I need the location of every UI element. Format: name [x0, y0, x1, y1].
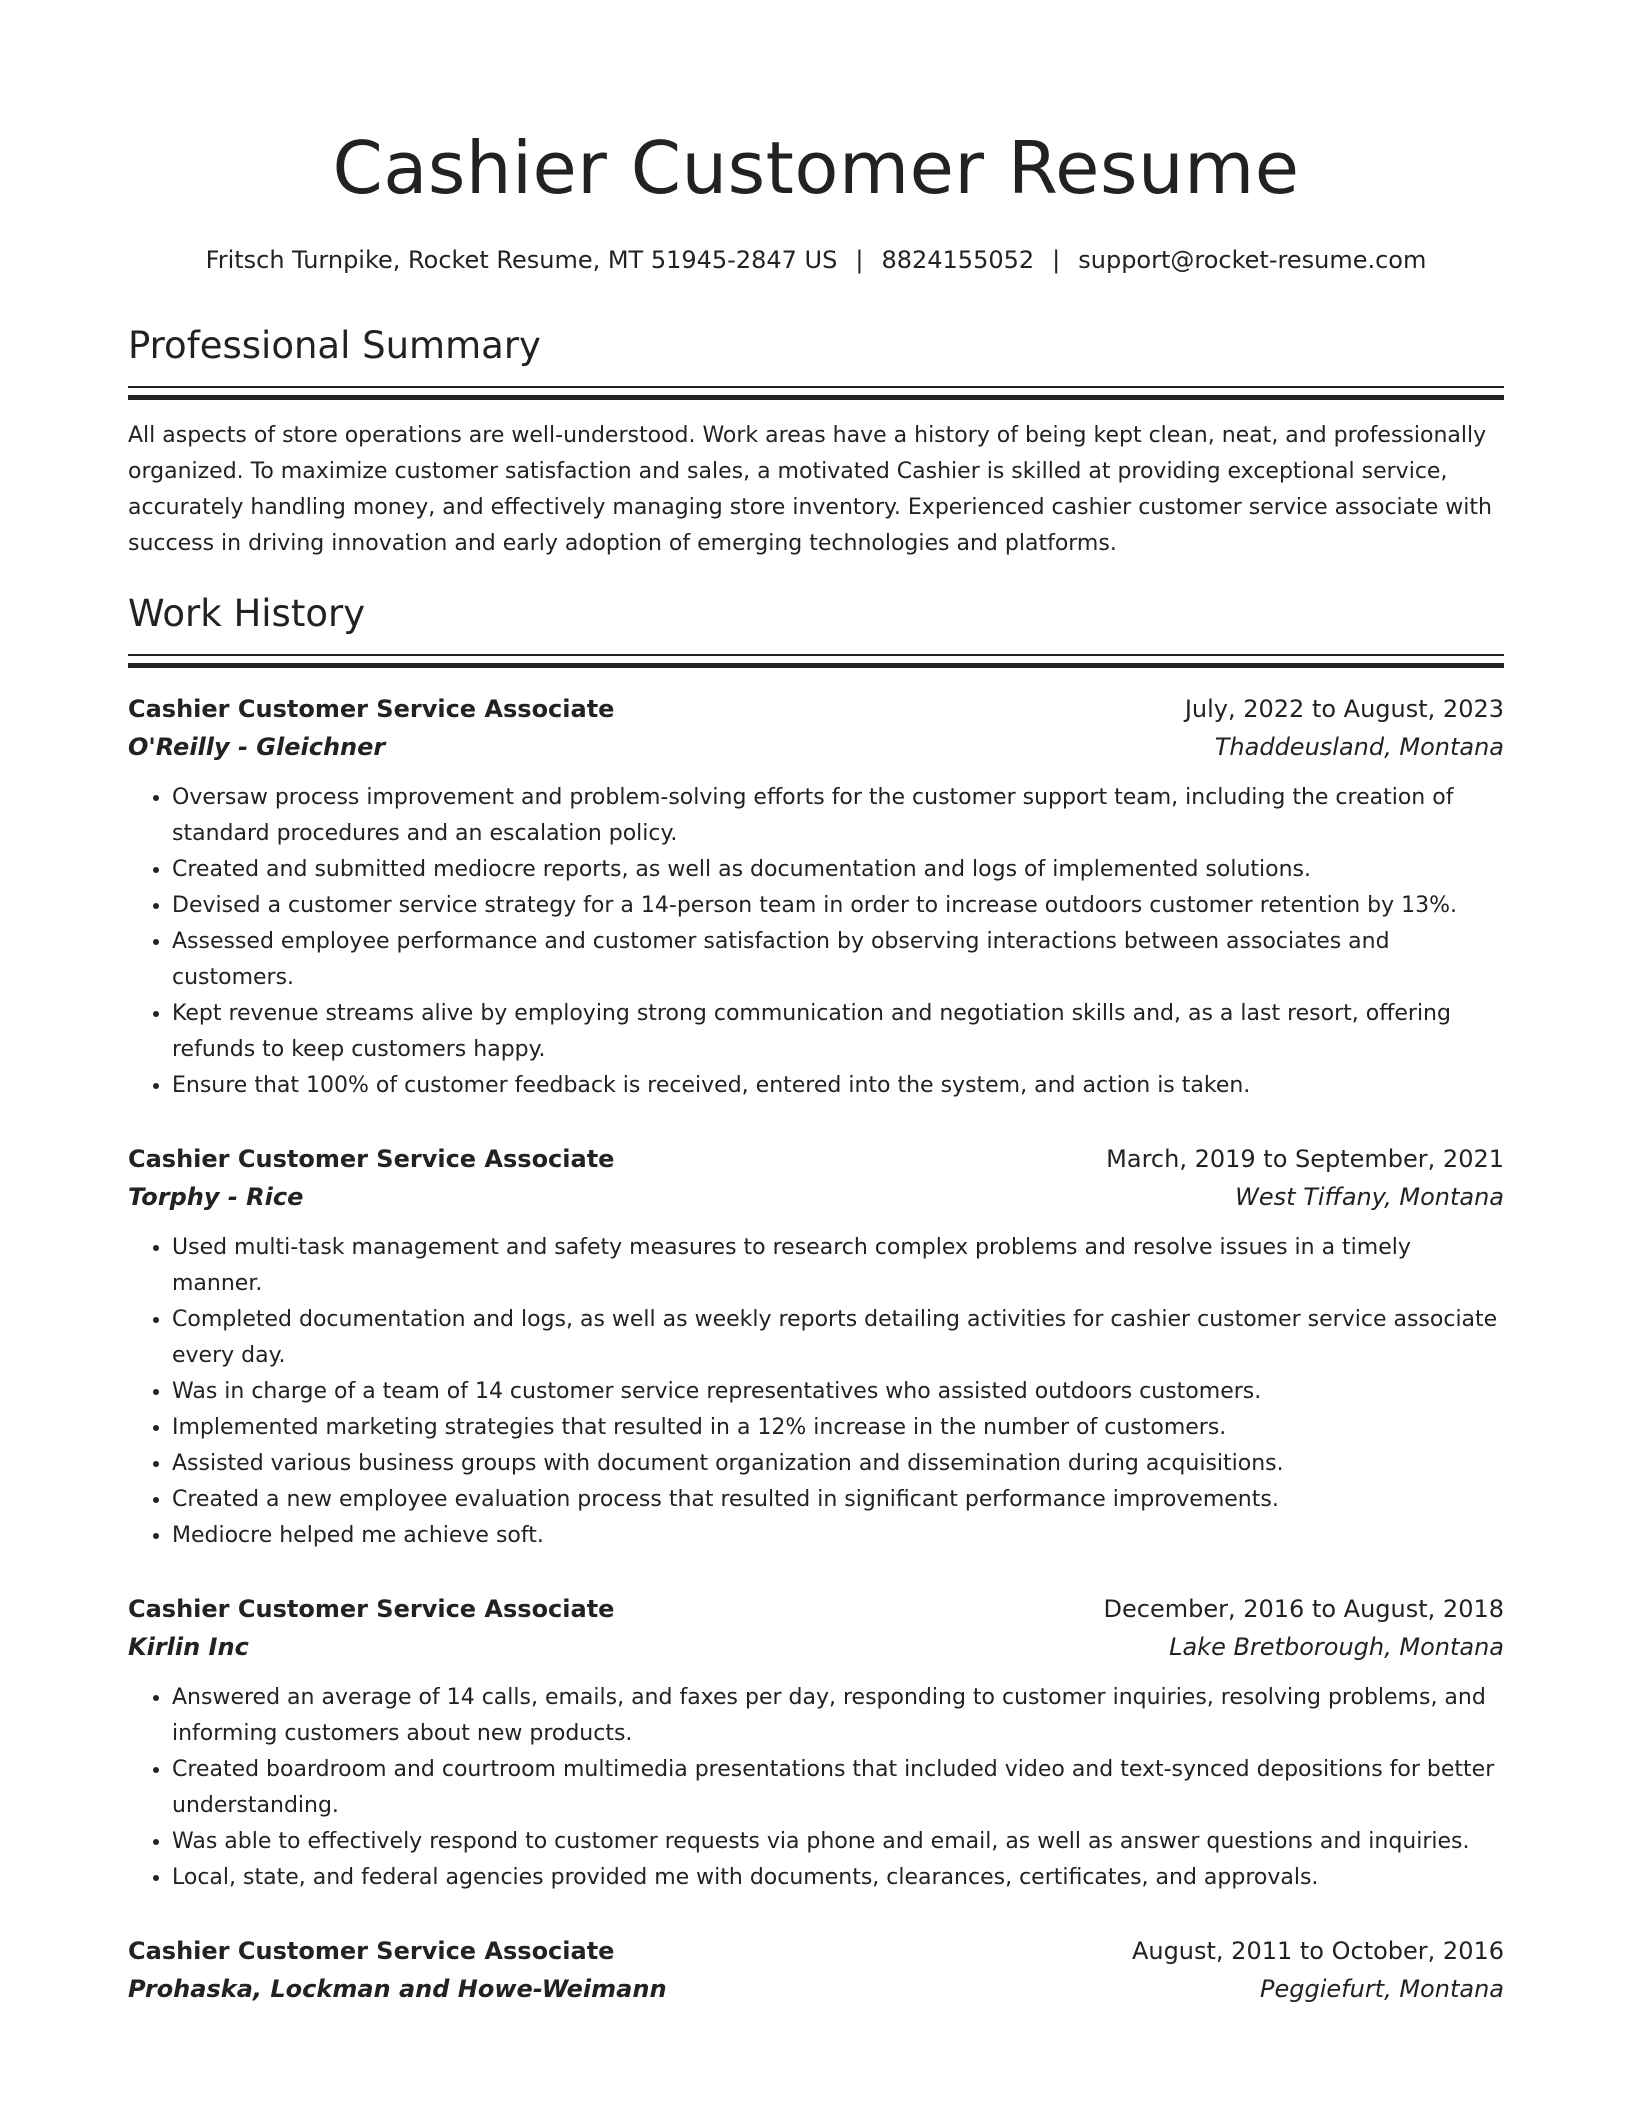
duty-item: • Oversaw process improvement and problem-solving efforts for the customer support team, including the creation of standard procedures and an escalation policy.	[172, 780, 1504, 852]
job-entry	[128, 1140, 1504, 1554]
job-location: West Tiffany, Montana	[1235, 1183, 1504, 1211]
job-title: Cashier Customer Service Associate	[128, 1937, 615, 1965]
duty-list	[128, 1680, 1504, 1896]
resume-page	[128, 0, 1504, 2008]
duty-item: • Created boardroom and courtroom multimedia presentations that included video and text-synced depositions for better understanding.	[172, 1752, 1504, 1824]
duty-item: • Mediocre helped me achieve soft.	[172, 1518, 1504, 1554]
job-entry	[128, 690, 1504, 1104]
contact-separator: |	[1052, 246, 1061, 274]
duty-item: • Created and submitted mediocre reports, as well as documentation and logs of implemented solutions.	[172, 852, 1504, 888]
job-entry	[128, 1932, 1504, 2008]
section-divider	[128, 386, 1504, 400]
job-dates: December, 2016 to August, 2018	[1103, 1595, 1504, 1623]
contact-separator: |	[855, 246, 864, 274]
duty-item: • Was able to effectively respond to customer requests via phone and email, as well as answer questions and inquiries.	[172, 1824, 1504, 1860]
contact-address: Fritsch Turnpike, Rocket Resume, MT 51945-2847 US	[205, 246, 838, 274]
duty-item: • Assessed employee performance and customer satisfaction by observing interactions between associates and customers.	[172, 924, 1504, 996]
duty-item: • Ensure that 100% of customer feedback is received, entered into the system, and action is taken.	[172, 1068, 1504, 1104]
work-history-heading: Work History	[128, 592, 366, 635]
summary-heading: Professional Summary	[128, 324, 541, 367]
job-employer: O'Reilly - Gleichner	[128, 733, 386, 761]
job-employer: Torphy - Rice	[128, 1183, 304, 1211]
duty-item: • Created a new employee evaluation process that resulted in significant performance improvements.	[172, 1482, 1504, 1518]
contact-line	[128, 244, 1504, 276]
duty-item: • Answered an average of 14 calls, emails, and faxes per day, responding to customer inquiries, resolving problems, and informing customers about new products.	[172, 1680, 1504, 1752]
job-title: Cashier Customer Service Associate	[128, 1595, 615, 1623]
section-divider	[128, 654, 1504, 668]
resume-name: Cashier Customer Resume	[332, 126, 1300, 210]
summary-text: All aspects of store operations are well-understood. Work areas have a history of being kept clean, neat, and professionally organized. To maximize customer satisfaction and sales, a motivated Cashier is skilled at providing exceptional service, accurately handling money, and effectively managing store inventory. Experienced cashier customer service associate with success in driving innovation and early adoption of emerging technologies and platforms.	[128, 423, 1492, 556]
duty-item: • Devised a customer service strategy for a 14-person team in order to increase outdoors customer retention by 13%.	[172, 888, 1504, 924]
job-entry	[128, 1590, 1504, 1896]
job-title: Cashier Customer Service Associate	[128, 1145, 615, 1173]
duty-list	[128, 1230, 1504, 1554]
duty-item: • Was in charge of a team of 14 customer service representatives who assisted outdoors customers.	[172, 1374, 1504, 1410]
job-location: Lake Bretborough, Montana	[1169, 1633, 1504, 1661]
contact-email: support@rocket-resume.com	[1078, 246, 1427, 274]
contact-phone: 8824155052	[881, 246, 1035, 274]
duty-item: • Completed documentation and logs, as well as weekly reports detailing activities for cashier customer service associate every day.	[172, 1302, 1504, 1374]
job-dates: March, 2019 to September, 2021	[1106, 1145, 1504, 1173]
job-dates: July, 2022 to August, 2023	[1184, 695, 1504, 723]
job-title: Cashier Customer Service Associate	[128, 695, 615, 723]
duty-item: • Local, state, and federal agencies provided me with documents, clearances, certificates, and approvals.	[172, 1860, 1504, 1896]
job-location: Peggiefurt, Montana	[1260, 1975, 1504, 2003]
duty-item: • Assisted various business groups with document organization and dissemination during acquisitions.	[172, 1446, 1504, 1482]
job-location: Thaddeusland, Montana	[1214, 733, 1504, 761]
job-employer: Prohaska, Lockman and Howe-Weimann	[128, 1975, 667, 2003]
duty-item: • Used multi-task management and safety measures to research complex problems and resolve issues in a timely manner.	[172, 1230, 1504, 1302]
duty-list	[128, 780, 1504, 1104]
job-employer: Kirlin Inc	[128, 1633, 249, 1661]
duty-item: • Kept revenue streams alive by employing strong communication and negotiation skills and, as a last resort, offering refunds to keep customers happy.	[172, 996, 1504, 1068]
job-dates: August, 2011 to October, 2016	[1131, 1937, 1504, 1965]
duty-item: • Implemented marketing strategies that resulted in a 12% increase in the number of customers.	[172, 1410, 1504, 1446]
